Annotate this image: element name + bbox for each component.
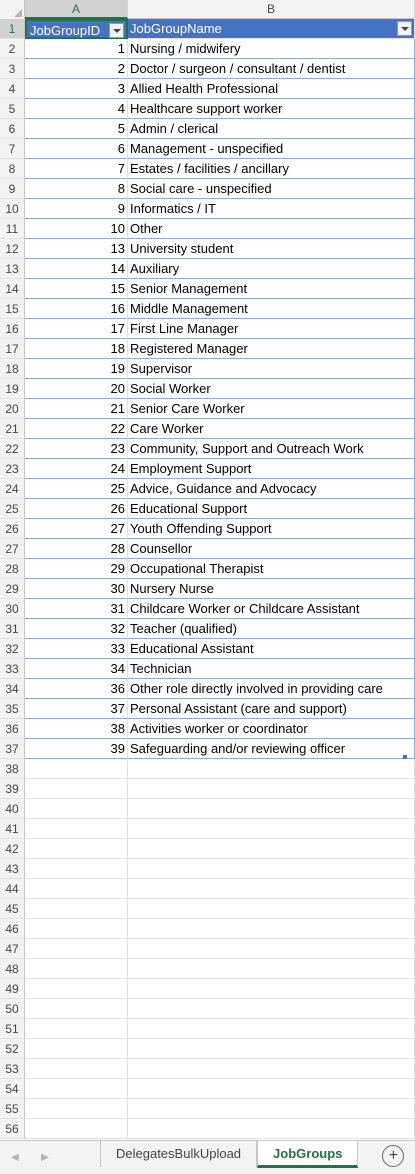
row-header[interactable]: 15 <box>0 299 25 319</box>
empty-cell[interactable] <box>128 1039 415 1059</box>
row-header[interactable]: 22 <box>0 439 25 459</box>
prev-sheet-icon[interactable]: ◀ <box>11 1152 19 1163</box>
empty-cell[interactable] <box>25 1059 128 1079</box>
cell-jobgroupid[interactable]: 31 <box>25 599 128 619</box>
empty-cell[interactable] <box>128 799 415 819</box>
empty-cell[interactable] <box>25 819 128 839</box>
cell-jobgroupname[interactable]: Social care - unspecified <box>128 179 415 199</box>
sheet-nav <box>0 1141 100 1174</box>
cell-jobgroupid[interactable]: 16 <box>25 299 128 319</box>
empty-cell[interactable] <box>25 1019 128 1039</box>
cell-jobgroupid[interactable]: 33 <box>25 639 128 659</box>
cell-jobgroupname[interactable]: University student <box>128 239 415 259</box>
cell-jobgroupname[interactable]: Allied Health Professional <box>128 79 415 99</box>
empty-row <box>0 939 415 959</box>
row-header[interactable]: 45 <box>0 899 25 919</box>
select-all-button[interactable] <box>0 0 25 19</box>
cell-jobgroupid[interactable]: 5 <box>25 119 128 139</box>
table-row <box>0 639 415 659</box>
empty-cell[interactable] <box>128 1019 415 1039</box>
table-row <box>0 379 415 399</box>
empty-row <box>0 859 415 879</box>
cell-jobgroupid[interactable]: 2 <box>25 59 128 79</box>
cell-jobgroupname[interactable]: Other <box>128 219 415 239</box>
cell-jobgroupname[interactable]: Social Worker <box>128 379 415 399</box>
table-header-row <box>0 19 415 39</box>
row-header[interactable]: 23 <box>0 459 25 479</box>
cell-jobgroupname[interactable]: First Line Manager <box>128 319 415 339</box>
table-row <box>0 539 415 559</box>
empty-cell[interactable] <box>128 839 415 859</box>
cell-jobgroupid[interactable]: 39 <box>25 739 128 759</box>
row-header[interactable]: 48 <box>0 959 25 979</box>
empty-cell[interactable] <box>25 859 128 879</box>
row-header[interactable]: 18 <box>0 359 25 379</box>
empty-cell[interactable] <box>25 879 128 899</box>
empty-cell[interactable] <box>25 779 128 799</box>
row-header[interactable]: 49 <box>0 979 25 999</box>
table-row <box>0 439 415 459</box>
empty-row <box>0 759 415 779</box>
cell-jobgroupid[interactable]: 1 <box>25 39 128 59</box>
cell-jobgroupid[interactable]: 32 <box>25 619 128 639</box>
cell-jobgroupname[interactable]: Counsellor <box>128 539 415 559</box>
empty-cell[interactable] <box>25 919 128 939</box>
cell-jobgroupname[interactable]: Senior Care Worker <box>128 399 415 419</box>
add-sheet-icon[interactable]: + <box>382 1145 404 1167</box>
row-header[interactable]: 2 <box>0 39 25 59</box>
table-resize-handle[interactable] <box>403 755 407 759</box>
table-row <box>0 719 415 739</box>
empty-row <box>0 819 415 839</box>
row-header[interactable]: 26 <box>0 519 25 539</box>
tab-jobgroups[interactable]: JobGroups <box>257 1141 358 1168</box>
cell-jobgroupname[interactable]: Other role directly involved in providing care <box>128 679 415 699</box>
cell-jobgroupname[interactable]: Estates / facilities / ancillary <box>128 159 415 179</box>
empty-cell[interactable] <box>25 1119 128 1139</box>
tab-delegatesbulkupload[interactable]: DelegatesBulkUpload <box>100 1141 257 1167</box>
row-header[interactable]: 44 <box>0 879 25 899</box>
table-row <box>0 219 415 239</box>
empty-row <box>0 979 415 999</box>
row-header[interactable]: 27 <box>0 539 25 559</box>
cell-jobgroupid[interactable]: 21 <box>25 399 128 419</box>
cell-jobgroupname[interactable]: Healthcare support worker <box>128 99 415 119</box>
row-header[interactable]: 1 <box>0 19 25 39</box>
row-header[interactable]: 54 <box>0 1079 25 1099</box>
empty-cell[interactable] <box>25 999 128 1019</box>
row-header[interactable]: 5 <box>0 99 25 119</box>
table-row <box>0 299 415 319</box>
table-row <box>0 519 415 539</box>
cell-jobgroupname[interactable]: Childcare Worker or Childcare Assistant <box>128 599 415 619</box>
row-header[interactable]: 35 <box>0 699 25 719</box>
row-header[interactable]: 47 <box>0 939 25 959</box>
empty-cell[interactable] <box>128 1099 415 1119</box>
empty-cell[interactable] <box>128 879 415 899</box>
table-row <box>0 679 415 699</box>
table-row <box>0 319 415 339</box>
empty-row <box>0 919 415 939</box>
table-row <box>0 79 415 99</box>
empty-cell[interactable] <box>25 839 128 859</box>
cell-jobgroupname[interactable]: Middle Management <box>128 299 415 319</box>
row-header[interactable]: 50 <box>0 999 25 1019</box>
empty-cell[interactable] <box>25 939 128 959</box>
table-row <box>0 599 415 619</box>
cell-jobgroupid[interactable]: 13 <box>25 239 128 259</box>
row-header[interactable]: 55 <box>0 1099 25 1119</box>
cell-jobgroupid[interactable]: 20 <box>25 379 128 399</box>
cell-jobgroupid[interactable]: 38 <box>25 719 128 739</box>
row-header[interactable]: 33 <box>0 659 25 679</box>
table-row <box>0 159 415 179</box>
row-header[interactable]: 3 <box>0 59 25 79</box>
table-row <box>0 579 415 599</box>
empty-cell[interactable] <box>128 759 415 779</box>
row-header[interactable]: 16 <box>0 319 25 339</box>
row-header[interactable]: 41 <box>0 819 25 839</box>
table-row <box>0 259 415 279</box>
empty-row <box>0 839 415 859</box>
empty-cell[interactable] <box>128 999 415 1019</box>
table-row <box>0 279 415 299</box>
empty-cell[interactable] <box>25 759 128 779</box>
row-header[interactable]: 30 <box>0 599 25 619</box>
row-header[interactable]: 20 <box>0 399 25 419</box>
cell-jobgroupid[interactable]: 15 <box>25 279 128 299</box>
row-header[interactable]: 32 <box>0 639 25 659</box>
row-header[interactable]: 31 <box>0 619 25 639</box>
empty-cell[interactable] <box>128 1059 415 1079</box>
table-row <box>0 99 415 119</box>
empty-cell[interactable] <box>128 899 415 919</box>
empty-cell[interactable] <box>128 919 415 939</box>
next-sheet-icon[interactable]: ▶ <box>41 1152 49 1163</box>
empty-row <box>0 799 415 819</box>
empty-cell[interactable] <box>128 1079 415 1099</box>
empty-cell[interactable] <box>25 1039 128 1059</box>
row-header[interactable]: 38 <box>0 759 25 779</box>
row-header[interactable]: 42 <box>0 839 25 859</box>
cell-jobgroupname[interactable]: Admin / clerical <box>128 119 415 139</box>
row-header[interactable]: 28 <box>0 559 25 579</box>
table-row <box>0 499 415 519</box>
cell-jobgroupid[interactable]: 7 <box>25 159 128 179</box>
row-header[interactable]: 25 <box>0 499 25 519</box>
cell-jobgroupid[interactable]: 27 <box>25 519 128 539</box>
row-header[interactable]: 51 <box>0 1019 25 1039</box>
cell-jobgroupid[interactable]: 26 <box>25 499 128 519</box>
cell-jobgroupname[interactable]: Safeguarding and/or reviewing officer <box>128 739 415 759</box>
cell-jobgroupname[interactable]: Technician <box>128 659 415 679</box>
empty-row <box>0 1119 415 1139</box>
row-header[interactable]: 39 <box>0 779 25 799</box>
filter-dropdown-icon[interactable] <box>397 21 412 36</box>
sheet-tab-bar <box>0 1140 415 1174</box>
row-header[interactable]: 8 <box>0 159 25 179</box>
cell-jobgroupname[interactable]: Doctor / surgeon / consultant / dentist <box>128 59 415 79</box>
filter-dropdown-icon[interactable] <box>109 23 124 38</box>
row-header[interactable]: 11 <box>0 219 25 239</box>
cell-jobgroupname[interactable]: Teacher (qualified) <box>128 619 415 639</box>
header-label: JobGroupID <box>30 23 101 38</box>
cell-jobgroupname[interactable]: Nursing / midwifery <box>128 39 415 59</box>
empty-cell[interactable] <box>25 899 128 919</box>
row-header[interactable]: 53 <box>0 1059 25 1079</box>
column-header-a[interactable]: A <box>25 0 128 19</box>
empty-row <box>0 1039 415 1059</box>
column-header-b[interactable]: B <box>128 0 415 19</box>
row-header[interactable]: 21 <box>0 419 25 439</box>
table-row <box>0 199 415 219</box>
cell-jobgroupname[interactable]: Educational Support <box>128 499 415 519</box>
empty-row <box>0 1059 415 1079</box>
cell-jobgroupid[interactable]: 34 <box>25 659 128 679</box>
empty-cell[interactable] <box>25 1099 128 1119</box>
rows-container <box>0 19 415 1139</box>
row-header[interactable]: 36 <box>0 719 25 739</box>
cell-jobgroupname[interactable]: Management - unspecified <box>128 139 415 159</box>
table-row <box>0 39 415 59</box>
cell-jobgroupid[interactable]: 10 <box>25 219 128 239</box>
table-row <box>0 239 415 259</box>
table-row <box>0 399 415 419</box>
empty-row <box>0 959 415 979</box>
cell-jobgroupname[interactable]: Auxiliary <box>128 259 415 279</box>
cell-jobgroupid[interactable]: 6 <box>25 139 128 159</box>
row-header[interactable]: 34 <box>0 679 25 699</box>
row-header[interactable]: 43 <box>0 859 25 879</box>
table-row <box>0 339 415 359</box>
header-cell-jobgroupid[interactable] <box>25 19 128 39</box>
row-header[interactable]: 14 <box>0 279 25 299</box>
row-header[interactable]: 9 <box>0 179 25 199</box>
cell-jobgroupname[interactable]: Supervisor <box>128 359 415 379</box>
row-header[interactable]: 56 <box>0 1119 25 1139</box>
header-cell-jobgroupname[interactable] <box>128 19 415 39</box>
row-header[interactable]: 17 <box>0 339 25 359</box>
table-row <box>0 119 415 139</box>
table-row <box>0 559 415 579</box>
column-header-row <box>0 0 415 19</box>
cell-jobgroupname[interactable]: Advice, Guidance and Advocacy <box>128 479 415 499</box>
table-row <box>0 419 415 439</box>
empty-cell[interactable] <box>128 959 415 979</box>
row-header[interactable]: 10 <box>0 199 25 219</box>
row-header[interactable]: 6 <box>0 119 25 139</box>
cell-jobgroupid[interactable]: 14 <box>25 259 128 279</box>
cell-jobgroupid[interactable]: 28 <box>25 539 128 559</box>
empty-row <box>0 879 415 899</box>
row-header[interactable]: 40 <box>0 799 25 819</box>
row-header[interactable]: 29 <box>0 579 25 599</box>
empty-row <box>0 779 415 799</box>
table-row <box>0 179 415 199</box>
cell-jobgroupid[interactable]: 29 <box>25 559 128 579</box>
cell-jobgroupid[interactable]: 3 <box>25 79 128 99</box>
cell-jobgroupid[interactable]: 17 <box>25 319 128 339</box>
empty-cell[interactable] <box>25 1079 128 1099</box>
empty-cell[interactable] <box>128 1119 415 1139</box>
empty-cell[interactable] <box>128 859 415 879</box>
empty-cell[interactable] <box>25 979 128 999</box>
cell-jobgroupid[interactable]: 4 <box>25 99 128 119</box>
cell-jobgroupid[interactable]: 23 <box>25 439 128 459</box>
table-row <box>0 59 415 79</box>
empty-row <box>0 999 415 1019</box>
cell-jobgroupid[interactable]: 22 <box>25 419 128 439</box>
cell-jobgroupid[interactable]: 19 <box>25 359 128 379</box>
row-header[interactable]: 19 <box>0 379 25 399</box>
cell-jobgroupname[interactable]: Registered Manager <box>128 339 415 359</box>
empty-row <box>0 1019 415 1039</box>
empty-cell[interactable] <box>128 979 415 999</box>
empty-cell[interactable] <box>25 959 128 979</box>
header-label: JobGroupName <box>130 21 222 36</box>
cell-jobgroupid[interactable]: 18 <box>25 339 128 359</box>
cell-jobgroupname[interactable]: Care Worker <box>128 419 415 439</box>
empty-cell[interactable] <box>25 799 128 819</box>
table-row <box>0 139 415 159</box>
cell-jobgroupid[interactable]: 8 <box>25 179 128 199</box>
table-row <box>0 459 415 479</box>
cell-jobgroupid[interactable]: 36 <box>25 679 128 699</box>
row-header[interactable]: 46 <box>0 919 25 939</box>
cell-jobgroupname[interactable]: Personal Assistant (care and support) <box>128 699 415 719</box>
row-header[interactable]: 52 <box>0 1039 25 1059</box>
row-header[interactable]: 24 <box>0 479 25 499</box>
cell-jobgroupid[interactable]: 30 <box>25 579 128 599</box>
cell-jobgroupname[interactable]: Occupational Therapist <box>128 559 415 579</box>
cell-jobgroupid[interactable]: 37 <box>25 699 128 719</box>
row-header[interactable]: 13 <box>0 259 25 279</box>
empty-cell[interactable] <box>128 779 415 799</box>
cell-jobgroupid[interactable]: 9 <box>25 199 128 219</box>
table-row <box>0 739 415 759</box>
empty-cell[interactable] <box>128 939 415 959</box>
row-header[interactable]: 12 <box>0 239 25 259</box>
cell-jobgroupname[interactable]: Employment Support <box>128 459 415 479</box>
table-row <box>0 659 415 679</box>
cell-jobgroupname[interactable]: Educational Assistant <box>128 639 415 659</box>
empty-cell[interactable] <box>128 819 415 839</box>
empty-row <box>0 899 415 919</box>
cell-jobgroupname[interactable]: Activities worker or coordinator <box>128 719 415 739</box>
cell-jobgroupid[interactable]: 25 <box>25 479 128 499</box>
row-header[interactable]: 4 <box>0 79 25 99</box>
cell-jobgroupname[interactable]: Senior Management <box>128 279 415 299</box>
cell-jobgroupname[interactable]: Community, Support and Outreach Work <box>128 439 415 459</box>
empty-row <box>0 1079 415 1099</box>
cell-jobgroupid[interactable]: 24 <box>25 459 128 479</box>
row-header[interactable]: 37 <box>0 739 25 759</box>
table-row <box>0 479 415 499</box>
cell-jobgroupname[interactable]: Youth Offending Support <box>128 519 415 539</box>
table-row <box>0 619 415 639</box>
table-row <box>0 699 415 719</box>
cell-jobgroupname[interactable]: Nursery Nurse <box>128 579 415 599</box>
empty-row <box>0 1099 415 1119</box>
row-header[interactable]: 7 <box>0 139 25 159</box>
table-row <box>0 359 415 379</box>
cell-jobgroupname[interactable]: Informatics / IT <box>128 199 415 219</box>
